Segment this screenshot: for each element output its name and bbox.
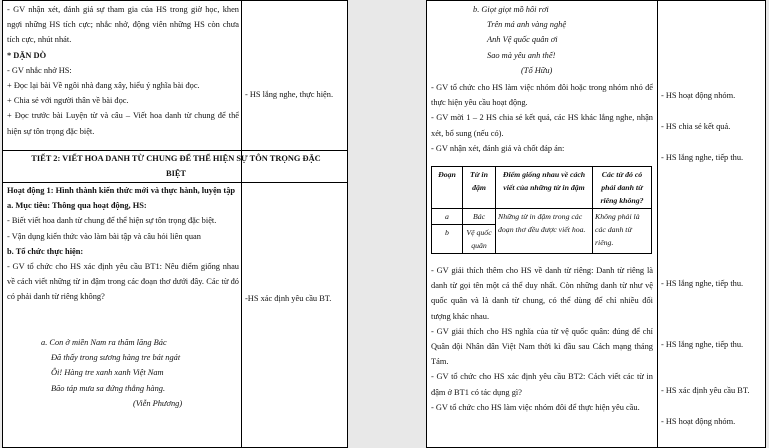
teacher-step: - GV mời 1 – 2 HS chia sẻ kết quả, các HS khác lắng nghe, nhận xét, bổ sung (nếu có).: [431, 113, 653, 138]
table-cell: a: [432, 209, 463, 225]
table-header: Các từ đó có phải danh từ riêng không?: [593, 167, 652, 209]
student-response: - HS xác định yêu cầu BT.: [661, 386, 750, 395]
table-cell: Những từ in đậm trong các đoạn thơ đều được viết hoa.: [496, 209, 593, 254]
right-page: [426, 0, 766, 448]
objective-item: - Vận dụng kiến thức vào làm bài tập và câu hỏi liên quan: [7, 231, 201, 241]
homework-heading: * DẶN DÒ: [7, 50, 47, 60]
column-divider: [241, 1, 242, 447]
teacher-step: - GV nhận xét, đánh giá và chốt đáp án:: [431, 143, 565, 153]
objective-item: - Biết viết hoa danh từ chung để thể hiện sự tôn trọng đặc biệt.: [7, 216, 217, 226]
teacher-step: - GV tổ chức cho HS làm việc nhóm đôi hoặc trong nhóm nhỏ để thực hiện yêu cầu hoạt động.: [431, 83, 653, 108]
student-response: - HS hoạt động nhóm.: [661, 417, 736, 426]
student-column: [661, 1, 765, 448]
reminder-item: + Đọc trước bài Luyện từ và câu – Viết hoa danh từ chung để thể hiện sự tôn trọng đặc biệt.: [7, 111, 239, 136]
page-gap: [348, 0, 426, 448]
table-cell: Vệ quốc quân: [463, 225, 496, 254]
left-page: [2, 0, 348, 448]
teacher-reminder-text: - GV nhắc nhở HS:: [7, 65, 72, 75]
teacher-step: - GV tổ chức cho HS xác định yêu cầu BT2: Cách viết các từ in đậm ở BT1 có tác dụng gì?: [431, 372, 653, 397]
objective-heading: a. Mục tiêu: Thông qua hoạt động, HS:: [7, 201, 147, 211]
organization-heading: b. Tổ chức thực hiện:: [7, 246, 84, 256]
activity-section: [7, 183, 239, 305]
table-header: Điểm giống nhau về cách viết của những từ in đậm: [496, 167, 593, 209]
teacher-steps: [431, 80, 653, 156]
lesson-title: TIẾT 2: VIẾT HOA DANH TỪ CHUNG ĐỂ THỂ HIỆN SỰ TÔN TRỌNG ĐẶC BIỆT: [31, 154, 321, 179]
table-cell: b: [432, 225, 463, 254]
student-response: - HS lắng nghe, thực hiện.: [245, 90, 334, 99]
teacher-step: - GV tổ chức cho HS làm việc nhóm đôi để thực hiện yêu cầu.: [431, 402, 640, 412]
teacher-step: - GV giải thích cho HS nghĩa của từ vệ quốc quân: đúng để chỉ Quân đội Nhân dân Việt Nam thời kì đầu sau Cách mạng tháng Tám.: [431, 326, 653, 367]
reminder-item: + Đọc lại bài Về ngôi nhà đang xây, hiểu ý nghĩa bài đọc.: [7, 81, 200, 91]
student-response: - HS chia sẻ kết quả.: [661, 122, 731, 131]
table-header: Từ in đậm: [463, 167, 496, 209]
reminder-item: + Chia sẻ với người thân về bài đọc.: [7, 96, 129, 106]
student-response: - HS lắng nghe, tiếp thu.: [661, 153, 744, 162]
student-response: - HS lắng nghe, tiếp thu.: [661, 279, 744, 288]
activity-heading: Hoạt động 1: Hình thành kiến thức mới và thực hành, luyện tập: [7, 186, 236, 195]
column-divider: [657, 1, 658, 447]
table-cell: Không phải là các danh từ riêng.: [593, 209, 652, 254]
table-row: [432, 209, 652, 225]
student-response: - HS lắng nghe, tiếp thu.: [661, 340, 744, 349]
teacher-feedback-text: - GV nhận xét, đánh giá sự tham gia của HS trong giờ học, khen ngợi những HS tích cực; nhắc nhở, động viên những HS còn chưa tích cực, nhút nhát.: [7, 5, 239, 45]
teacher-step: - GV giải thích thêm cho HS về danh từ riêng: Danh từ riêng là danh từ gọi tên một cá thể duy nhất. Còn những danh từ như vệ quốc quân và là danh từ chung, có thể dùng để chỉ nhiều đối tượng khác nhau.: [431, 266, 653, 321]
table-cell: Bác: [463, 209, 496, 225]
answer-table: [431, 166, 652, 254]
student-response: - HS hoạt động nhóm.: [661, 91, 736, 100]
table-header: Đoạn: [432, 167, 463, 209]
student-response: -HS xác định yêu cầu BT.: [245, 294, 332, 303]
closing-section: [7, 2, 239, 139]
exercise-prompt: - GV tổ chức cho HS xác định yêu cầu BT1: Nêu điểm giống nhau về cách viết những từ in đậm trong các đoạn thơ dưới đây. Các từ đó có phải danh từ riêng không?: [7, 262, 239, 302]
poem-b: b. Giọt giọt mồ hôi rơi Trên má anh vàng nghệ Anh Vệ quốc quân ơi Sao mà yêu anh thế! (Tố Hữu): [473, 5, 567, 75]
teacher-explanations: [431, 263, 653, 415]
poem-a: a. Con ở miền Nam ra thăm lăng Bác Đã thấy trong sương hàng tre bát ngát Ôi! Hàng tre xanh xanh Việt Nam Bão táp mưa sa đứng thẳng hàng. (Viễn Phương): [41, 338, 183, 408]
